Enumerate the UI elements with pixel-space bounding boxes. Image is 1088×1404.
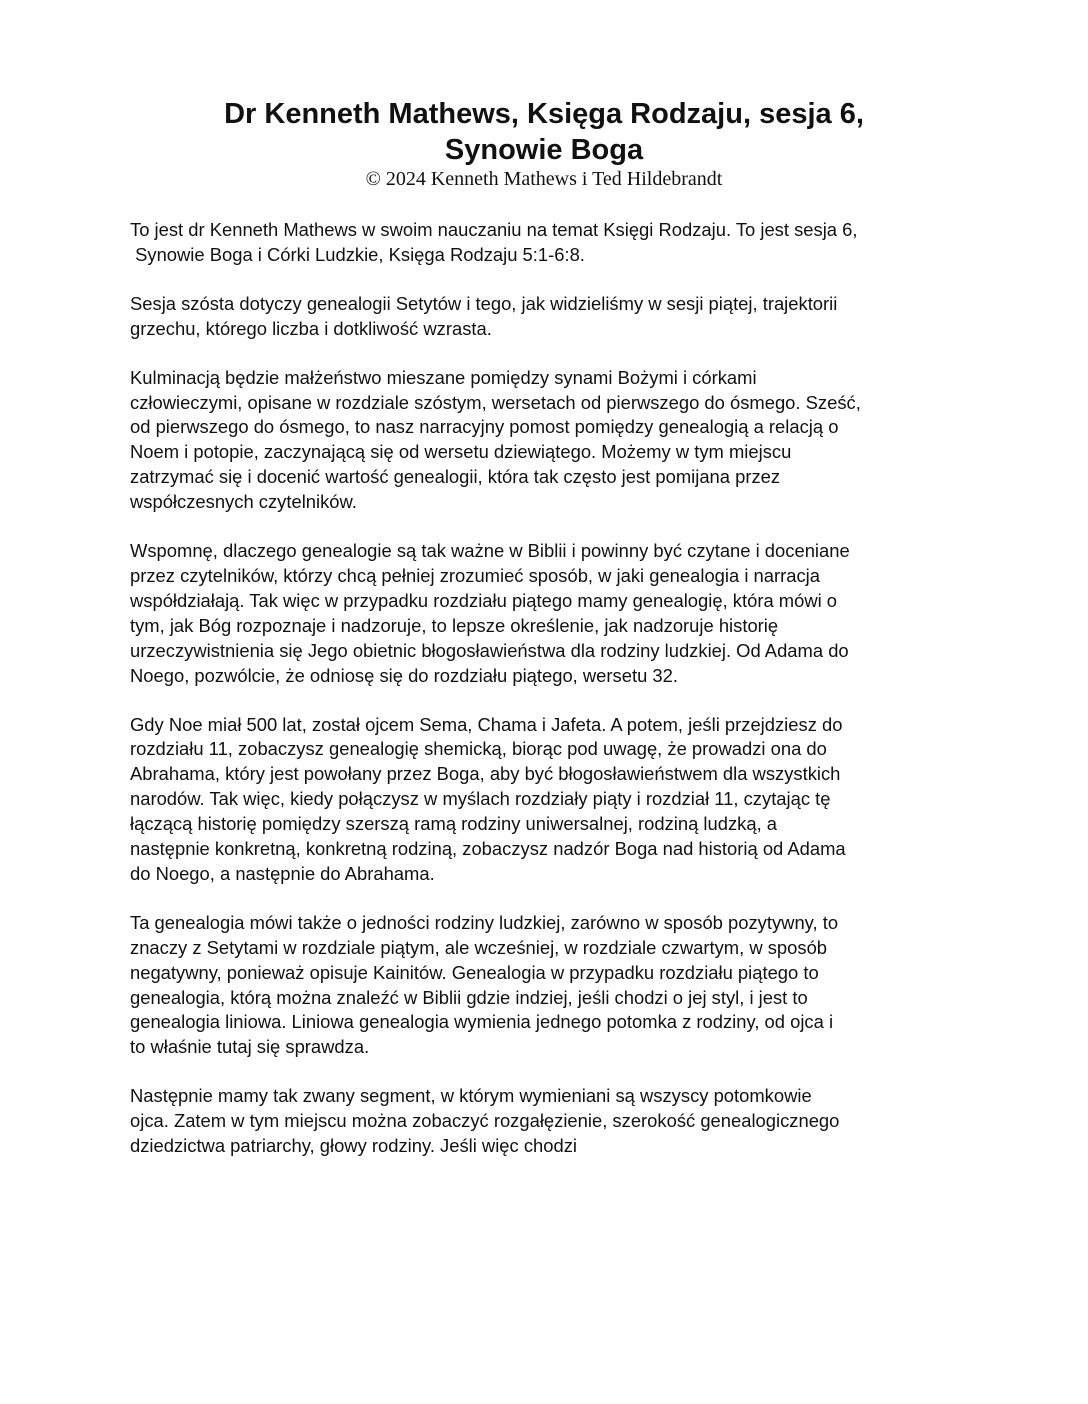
- text-line: genealogia liniowa. Liniowa genealogia wymienia jednego potomka z rodziny, od ojca i: [130, 1011, 834, 1033]
- text-line: znaczy z Setytami w rozdziale piątym, ale wcześniej, w rozdziale czwartym, w sposób: [130, 936, 828, 958]
- text-line: Abrahama, który jest powołany przez Boga, aby być błogosławieństwem dla wszystkich: [130, 763, 841, 785]
- paragraph: [130, 366, 970, 515]
- text-line: urzeczywistnienia się Jego obietnic błogosławieństwa dla rodziny ludzkiej. Od Adama do: [130, 639, 849, 661]
- text-line: negatywny, ponieważ opisuje Kainitów. Genealogia w przypadku rozdziału piątego to: [130, 961, 819, 983]
- text-line: genealogia, którą można znaleźć w Biblii gdzie indziej, jeśli chodzi o jej styl, i jest to: [130, 986, 808, 1008]
- text-line: Synowie Boga i Córki Ludzkie, Księga Rodzaju 5:1-6:8.: [130, 243, 585, 265]
- text-line: do Noego, a następnie do Abrahama.: [130, 862, 435, 884]
- text-line: Kulminacją będzie małżeństwo mieszane pomiędzy synami Bożymi i córkami: [130, 366, 757, 388]
- text-line: człowieczymi, opisane w rozdziale szóstym, wersetach od pierwszego do ósmego. Sześć,: [130, 391, 861, 413]
- text-line: Następnie mamy tak zwany segment, w którym wymieniani są wszyscy potomkowie: [130, 1085, 812, 1107]
- text-line: Gdy Noe miał 500 lat, został ojcem Sema, Chama i Jafeta. A potem, jeśli przejdziesz do: [130, 713, 843, 735]
- text-line: ojca. Zatem w tym miejscu można zobaczyć rozgałęzienie, szerokość genealogicznego: [130, 1110, 840, 1132]
- text-line: Sesja szósta dotyczy genealogii Setytów i tego, jak widzieliśmy w sesji piątej, trajektorii: [130, 292, 838, 314]
- text-line: od pierwszego do ósmego, to nasz narracyjny pomost pomiędzy genealogią a relacją o: [130, 416, 839, 438]
- text-line: następnie konkretną, konkretną rodziną, zobaczysz nadzór Boga nad historią od Adama: [130, 838, 846, 860]
- text-line: współczesnych czytelników.: [130, 491, 357, 513]
- paragraph: [130, 218, 970, 268]
- title-block: [0, 96, 1088, 190]
- text-line: łączącą historię pomiędzy szerszą ramą rodziny uniwersalnej, rodziną ludzką, a: [130, 813, 778, 835]
- text-line: dziedzictwa patriarchy, głowy rodziny. Jeśli więc chodzi: [130, 1135, 577, 1157]
- paragraph: [130, 539, 970, 688]
- text-line: przez czytelników, którzy chcą pełniej zrozumieć sposób, w jaki genealogia i narracja: [130, 564, 820, 586]
- paragraph: [130, 713, 970, 887]
- text-line: grzechu, którego liczba i dotkliwość wzrasta.: [130, 317, 492, 339]
- text-line: współdziałają. Tak więc w przypadku rozdziału piątego mamy genealogię, która mówi o: [130, 589, 838, 611]
- page-title-line-2: Synowie Boga: [444, 134, 644, 166]
- paragraph: [130, 1084, 970, 1159]
- text-line: to właśnie tutaj się sprawdza.: [130, 1036, 370, 1058]
- text-line: Wspomnę, dlaczego genealogie są tak ważne w Biblii i powinny być czytane i doceniane: [130, 540, 850, 562]
- text-line: Noem i potopie, zaczynającą się od wersetu dziewiątego. Możemy w tym miejscu: [130, 441, 792, 463]
- text-line: narodów. Tak więc, kiedy połączysz w myślach rozdziały piąty i rozdział 11, czytając tę: [130, 788, 831, 810]
- text-line: Noego, pozwólcie, że odniosę się do rozdziału piątego, wersetu 32.: [130, 664, 678, 686]
- text-line: To jest dr Kenneth Mathews w swoim nauczaniu na temat Księgi Rodzaju. To jest sesja 6,: [130, 219, 858, 240]
- text-line: rozdziału 11, zobaczysz genealogię shemicką, biorąc pod uwagę, że prowadzi ona do: [130, 738, 827, 760]
- paragraph: [130, 292, 970, 342]
- copyright-notice: © 2024 Kenneth Mathews i Ted Hildebrandt: [365, 168, 723, 190]
- document-body: [130, 218, 970, 1183]
- text-line: Ta genealogia mówi także o jedności rodziny ludzkiej, zarówno w sposób pozytywny, to: [130, 911, 839, 933]
- page-title-line-1: Dr Kenneth Mathews, Księga Rodzaju, sesja 6,: [224, 98, 864, 130]
- paragraph: [130, 911, 970, 1060]
- text-line: tym, jak Bóg rozpoznaje i nadzoruje, to lepsze określenie, jak nadzoruje historię: [130, 614, 779, 636]
- text-line: zatrzymać się i docenić wartość genealogii, która tak często jest pomijana przez: [130, 466, 781, 488]
